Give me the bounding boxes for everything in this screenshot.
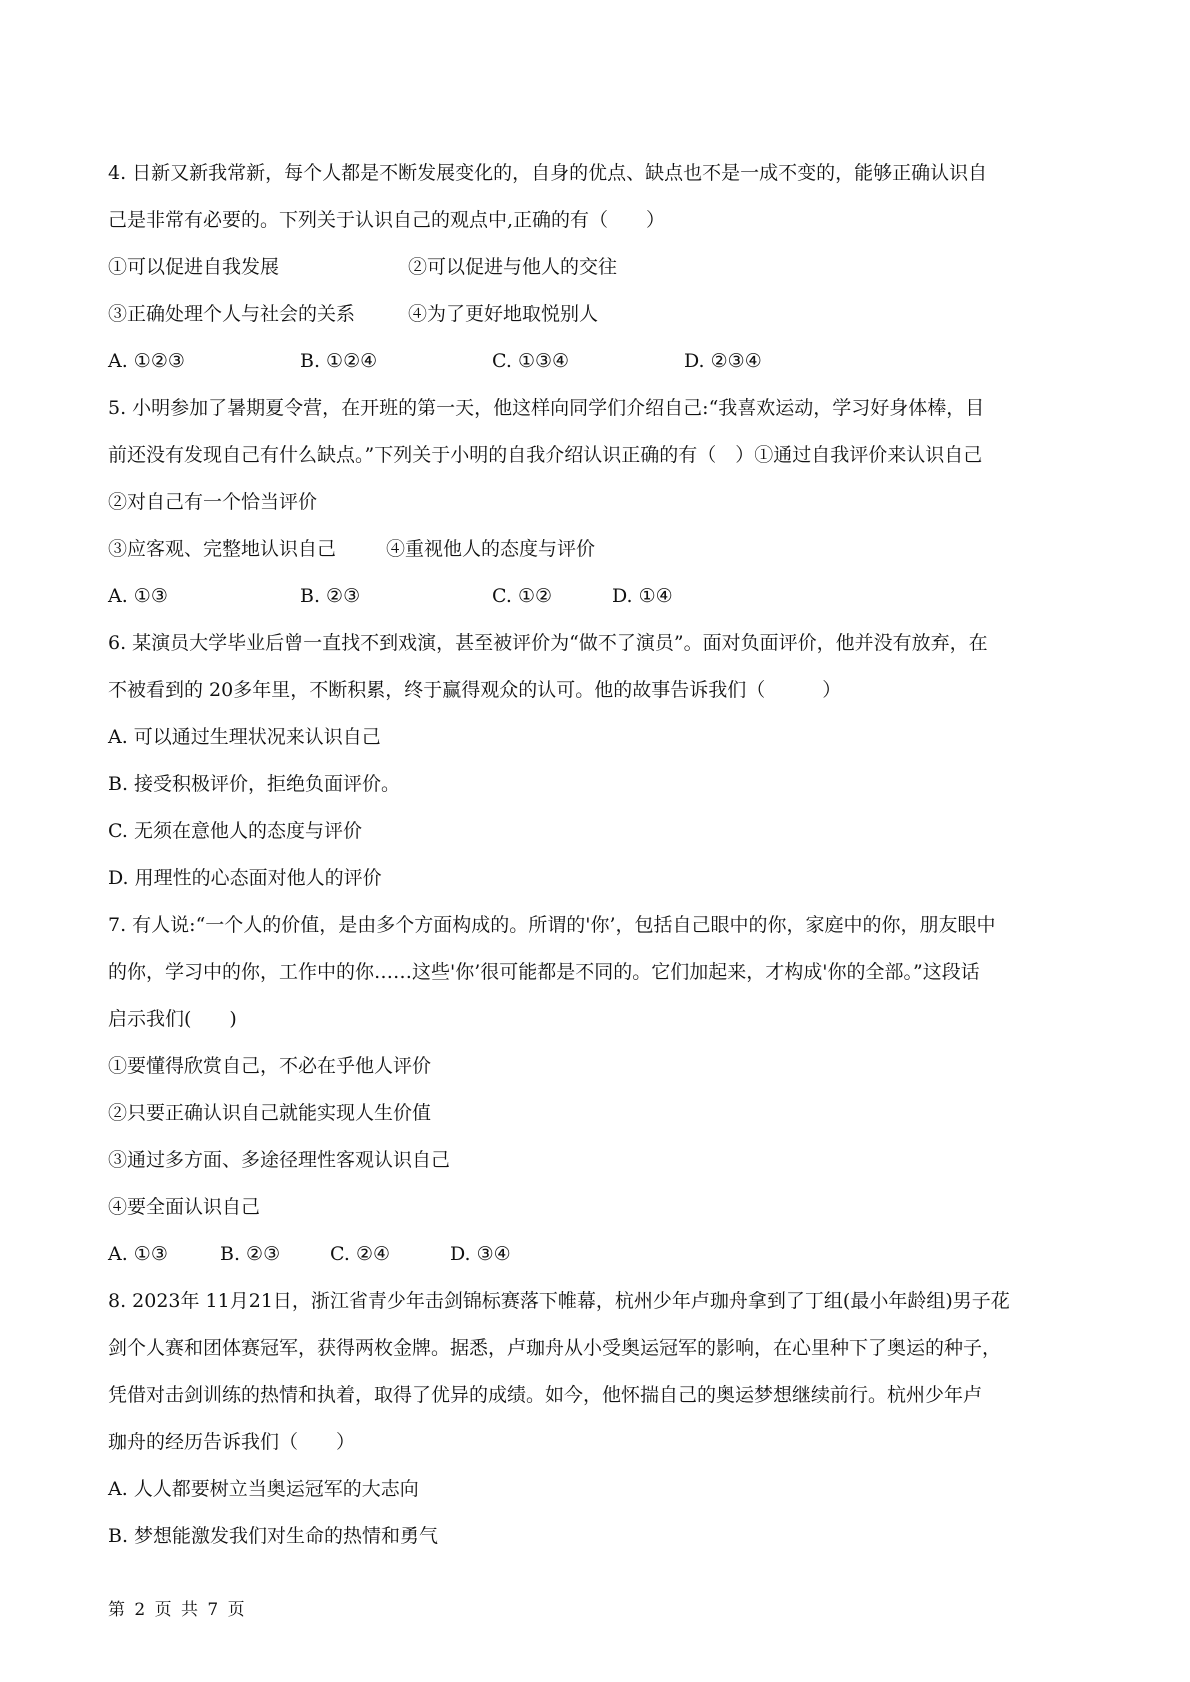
question-7-choice-b: B. ②③: [220, 1243, 281, 1265]
question-5-choices: [108, 573, 1084, 620]
question-6-choice-d: D. 用理性的心态面对他人的评价: [108, 867, 382, 889]
question-7-choice-a: A. ①③: [108, 1243, 168, 1265]
question-7-statement-1: ①要懂得欣赏自己，不必在乎他人评价: [108, 1055, 432, 1077]
question-8-stem-line-2: 剑个人赛和团体赛冠军，获得两枚金牌。据悉，卢珈舟从小受奥运冠军的影响，在心里种下了奥运的种子，: [108, 1337, 1002, 1359]
question-7-statement-3: ③通过多方面、多途径理性客观认识自己: [108, 1149, 451, 1171]
question-5-choice-b: B. ②③: [300, 585, 361, 607]
question-5-statements-row: [108, 526, 1084, 573]
question-4-statement-4: ④为了更好地取悦别人: [408, 303, 599, 325]
question-7-choice-d: D. ③④: [450, 1243, 511, 1265]
question-6: [108, 620, 1084, 902]
question-6-stem-line-2: 不被看到的 20多年里，不断积累，终于赢得观众的认可。他的故事告诉我们（ ）: [108, 679, 842, 701]
question-7-choices: [108, 1231, 1084, 1278]
question-6-choice-a: A. 可以通过生理状况来认识自己: [108, 726, 381, 748]
question-4-stem-line-2: 己是非常有必要的。下列关于认识自己的观点中,正确的有（ ）: [108, 209, 666, 231]
question-8-choice-b: B. 梦想能激发我们对生命的热情和勇气: [108, 1525, 439, 1547]
question-5-statement-3: ③应客观、完整地认识自己: [108, 538, 337, 560]
question-4-statement-1: ①可以促进自我发展: [108, 256, 280, 278]
question-4-choice-a: A. ①②③: [108, 350, 185, 372]
question-4-statements-row-1: [108, 244, 1084, 291]
question-7-stem-line-2: 的你，学习中的你，工作中的你……这些'你’很可能都是不同的。它们加起来，才构成'你的全部。”这段话: [108, 961, 980, 983]
question-5-stem-line-1: 5. 小明参加了暑期夏令营，在开班的第一天，他这样向同学们介绍自己:“我喜欢运动，学习好身体棒，目: [108, 397, 985, 419]
question-5-stem-line-3: ②对自己有一个恰当评价: [108, 491, 318, 513]
question-5-stem-line-2: 前还没有发现自己有什么缺点。”下列关于小明的自我介绍认识正确的有（ ）①通过自我评价来认识自己: [108, 444, 983, 466]
question-6-choice-c: C. 无须在意他人的态度与评价: [108, 820, 362, 842]
question-7-choice-c: C. ②④: [330, 1243, 391, 1265]
question-5-statement-4: ④重视他人的态度与评价: [386, 538, 596, 560]
question-content: [108, 150, 1084, 1560]
question-4: [108, 150, 1084, 385]
question-8-stem-line-3: 凭借对击剑训练的热情和执着，取得了优异的成绩。如今，他怀揣自己的奥运梦想继续前行。杭州少年卢: [108, 1384, 983, 1406]
question-7-statement-2: ②只要正确认识自己就能实现人生价值: [108, 1102, 432, 1124]
question-4-statement-2: ②可以促进与他人的交往: [408, 256, 618, 278]
question-8-stem-line-4: 珈舟的经历告诉我们（ ）: [108, 1431, 356, 1453]
question-7-statement-4: ④要全面认识自己: [108, 1196, 261, 1218]
question-8-stem-line-1: 8. 2023年 11月21日，浙江省青少年击剑锦标赛落下帷幕，杭州少年卢珈舟拿到了丁组(最小年龄组)男子花: [108, 1290, 1010, 1312]
question-4-choices: [108, 338, 1084, 385]
question-4-choice-b: B. ①②④: [300, 350, 378, 372]
question-4-choice-d: D. ②③④: [684, 350, 762, 372]
question-4-statement-3: ③正确处理个人与社会的关系: [108, 303, 356, 325]
question-4-statements-row-2: [108, 291, 1084, 338]
question-8: [108, 1278, 1084, 1560]
question-4-choice-c: C. ①③④: [492, 350, 570, 372]
page-number-footer: 第 2 页 共 7 页: [108, 1600, 247, 1620]
question-6-stem-line-1: 6. 某演员大学毕业后曾一直找不到戏演，甚至被评价为“做不了演员”。面对负面评价，他并没有放弃，在: [108, 632, 988, 654]
question-5-choice-d: D. ①④: [612, 585, 673, 607]
question-7-stem-line-1: 7. 有人说:“一个人的价值，是由多个方面构成的。所谓的'你’，包括自己眼中的你，家庭中的你，朋友眼中: [108, 914, 996, 936]
question-7-stem-line-3: 启示我们( ): [108, 1008, 237, 1030]
question-8-choice-a: A. 人人都要树立当奥运冠军的大志向: [108, 1478, 419, 1500]
question-4-stem-line-1: 4. 日新又新我常新，每个人都是不断发展变化的，自身的优点、缺点也不是一成不变的，能够正确认识自: [108, 162, 988, 184]
question-5-choice-c: C. ①②: [492, 585, 553, 607]
question-5: [108, 385, 1084, 620]
question-7: [108, 902, 1084, 1278]
question-5-choice-a: A. ①③: [108, 585, 168, 607]
question-6-choice-b: B. 接受积极评价，拒绝负面评价。: [108, 773, 401, 795]
